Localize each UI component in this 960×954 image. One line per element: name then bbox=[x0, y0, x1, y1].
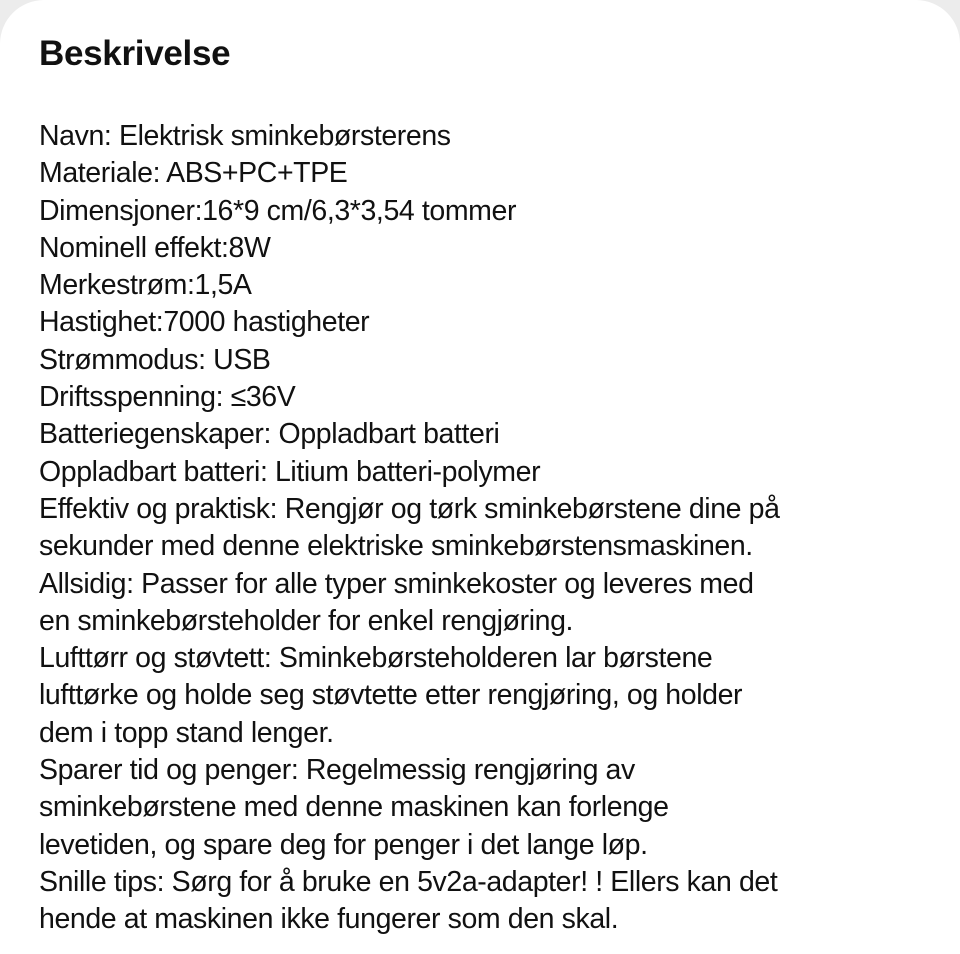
spec-line-material: Materiale: ABS+PC+TPE bbox=[39, 157, 348, 190]
feature-line-saves-cont-1: sminkebørstene med denne maskinen kan forlenge bbox=[39, 791, 669, 824]
spec-line-battery-type: Oppladbart batteri: Litium batteri-polymer bbox=[39, 455, 541, 488]
feature-line-airdry-cont-1: lufttørke og holde seg støvtette etter rengjøring, og holder bbox=[39, 679, 743, 712]
spec-line-rated-power: Nominell effekt:8W bbox=[39, 231, 271, 264]
section-title: Beskrivelse bbox=[39, 34, 231, 73]
tip-line: Snille tips: Sørg for å bruke en 5v2a-adapter! ! Ellers kan det bbox=[39, 865, 778, 898]
feature-line-airdry-cont-2: dem i topp stand lenger. bbox=[39, 716, 334, 749]
description-text bbox=[39, 118, 939, 939]
feature-line-saves-cont-2: levetiden, og spare deg for penger i det lange løp. bbox=[39, 828, 648, 861]
tip-line-cont: hende at maskinen ikke fungerer som den skal. bbox=[39, 903, 619, 936]
spec-line-speed: Hastighet:7000 hastigheter bbox=[39, 306, 370, 339]
feature-line-saves: Sparer tid og penger: Regelmessig rengjøring av bbox=[39, 754, 635, 787]
feature-line-versatile: Allsidig: Passer for alle typer sminkekoster og leveres med bbox=[39, 567, 754, 600]
feature-line-efficient: Effektiv og praktisk: Rengjør og tørk sminkebørstene dine på bbox=[39, 492, 780, 525]
spec-line-rated-current: Merkestrøm:1,5A bbox=[39, 269, 252, 302]
spec-line-dimensions: Dimensjoner:16*9 cm/6,3*3,54 tommer bbox=[39, 194, 517, 227]
feature-line-versatile-cont: en sminkebørsteholder for enkel rengjøring. bbox=[39, 604, 574, 637]
feature-line-efficient-cont: sekunder med denne elektriske sminkebørstensmaskinen. bbox=[39, 530, 753, 563]
feature-line-airdry: Lufttørr og støvtett: Sminkebørsteholderen lar børstene bbox=[39, 642, 713, 675]
spec-line-operating-voltage: Driftsspenning: ≤36V bbox=[39, 381, 296, 414]
spec-line-battery-properties: Batteriegenskaper: Oppladbart batteri bbox=[39, 418, 500, 451]
spec-line-power-mode: Strømmodus: USB bbox=[39, 343, 271, 376]
spec-line-name: Navn: Elektrisk sminkebørsterens bbox=[39, 120, 451, 152]
